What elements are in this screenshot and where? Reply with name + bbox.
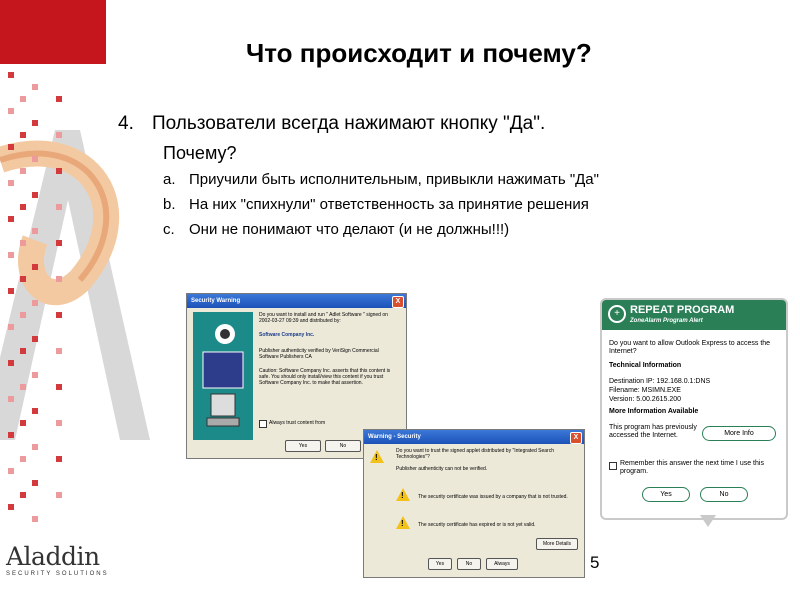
yes-button[interactable]: Yes	[285, 440, 321, 452]
more-info-header: More Information Available	[609, 408, 699, 415]
warning-security-dialog	[363, 429, 585, 578]
decorative-square	[8, 180, 14, 186]
slide-title: Что происходит и почему?	[246, 38, 592, 68]
yes-button[interactable]: Yes	[428, 558, 452, 570]
dialog-title: Security Warning	[191, 298, 241, 304]
filename: Filename: MSIMN.EXE	[609, 387, 681, 394]
decorative-square	[32, 156, 38, 162]
decorative-square	[56, 312, 62, 318]
zonealarm-logo-icon: +	[608, 305, 626, 323]
previous-access-text: This program has previously accessed the Internet.	[609, 424, 697, 439]
decorative-square	[32, 264, 38, 270]
decorative-square	[8, 324, 14, 330]
decorative-square	[8, 468, 14, 474]
security-warning-titlebar	[187, 294, 406, 308]
alert-title: REPEAT PROGRAM	[630, 304, 735, 316]
yes-button[interactable]: Yes	[642, 487, 690, 502]
red-header-bar	[0, 0, 106, 64]
reason-text: На них "спихнули" ответственность за принятие решения	[189, 196, 589, 213]
reason-letter: b.	[163, 196, 176, 213]
remember-checkbox[interactable]	[609, 462, 617, 470]
more-details-button[interactable]: More Details	[536, 538, 578, 550]
decorative-square	[8, 252, 14, 258]
decorative-square	[56, 240, 62, 246]
decorative-square	[20, 420, 26, 426]
decorative-square	[8, 360, 14, 366]
logo-tagline: SECURITY SOLUTIONS	[6, 571, 109, 577]
decorative-square	[8, 504, 14, 510]
warning-icon: !	[396, 516, 410, 529]
decorative-square	[20, 456, 26, 462]
warning-icon: !	[396, 488, 410, 501]
decorative-square	[56, 492, 62, 498]
decorative-square	[32, 480, 38, 486]
decorative-square	[32, 408, 38, 414]
decorative-square	[8, 216, 14, 222]
alert-subtitle: ZoneAlarm Program Alert	[630, 318, 703, 324]
close-icon[interactable]: X	[570, 432, 582, 444]
decorative-square	[20, 348, 26, 354]
item-text: Пользователи всегда нажимают кнопку "Да".	[152, 113, 546, 134]
decorative-square	[56, 96, 62, 102]
decorative-square	[32, 84, 38, 90]
decorative-square	[32, 336, 38, 342]
reason-letter: c.	[163, 221, 175, 238]
decorative-square	[8, 144, 14, 150]
decorative-square	[32, 192, 38, 198]
certificate-illustration-icon	[193, 312, 253, 440]
decorative-square	[56, 384, 62, 390]
decorative-square	[8, 396, 14, 402]
warning-icon: !	[370, 450, 384, 463]
decorative-square	[8, 432, 14, 438]
decorative-square	[20, 96, 26, 102]
decorative-left-strip	[0, 0, 108, 600]
reason-text: Приучили быть исполнительным, привыкли нажимать "Да"	[189, 171, 599, 188]
decorative-square	[56, 456, 62, 462]
dialog-title: Warning - Security	[368, 434, 421, 440]
decorative-square	[56, 168, 62, 174]
reason-c	[163, 221, 509, 238]
decorative-square	[20, 384, 26, 390]
decorative-square	[32, 120, 38, 126]
decorative-square	[32, 228, 38, 234]
decorative-square	[20, 132, 26, 138]
list-item-4	[118, 113, 545, 135]
decorative-square	[56, 276, 62, 282]
authenticity-text: Publisher authenticity can not be verified.	[396, 466, 488, 472]
no-button[interactable]: No	[700, 487, 748, 502]
decorative-square	[8, 108, 14, 114]
decorative-square	[56, 132, 62, 138]
decorative-square	[8, 72, 14, 78]
decorative-square	[56, 348, 62, 354]
decorative-square	[32, 444, 38, 450]
decorative-square	[32, 300, 38, 306]
alert-pointer-tail	[700, 515, 716, 527]
trust-question: Do you want to trust the signed applet distributed by "Integrated Search Technologies"?	[396, 448, 554, 460]
warning-security-titlebar	[364, 430, 584, 444]
reason-text: Они не понимают что делают (и не должны!!!)	[189, 221, 510, 238]
cert-warning-expired: The security certificate has expired or is not yet valid.	[418, 522, 536, 528]
zonealarm-header	[602, 300, 786, 330]
decorative-square	[20, 276, 26, 282]
decorative-square	[20, 240, 26, 246]
authenticity-text: Publisher authenticity verified by VeriSign Commercial Software Publishers CA	[259, 348, 379, 360]
install-question: Do you want to install and run " Adlet Software " signed on 2002-03-27 09:39 and distributed by:	[259, 312, 388, 324]
large-a-graphic	[0, 90, 160, 450]
decorative-square	[20, 312, 26, 318]
decorative-square	[20, 492, 26, 498]
tech-info-header: Technical Information	[609, 362, 682, 369]
why-label: Почему?	[163, 143, 237, 163]
item-number: 4.	[118, 113, 134, 134]
caution-text: Caution: Software Company Inc. asserts that this content is safe. You should only install/view this content if you trust Software Company Inc. to make that assertion.	[259, 368, 391, 386]
always-trust-label: Always trust content from	[269, 420, 326, 426]
remember-label: Remember this answer the next time I use this program.	[620, 460, 764, 475]
decorative-square	[56, 420, 62, 426]
cert-warning-untrusted: The security certificate was issued by a company that is not trusted.	[418, 494, 568, 500]
always-button[interactable]: Always	[486, 558, 518, 570]
decorative-square	[8, 288, 14, 294]
decorative-square	[32, 516, 38, 522]
access-question: Do you want to allow Outlook Express to access the Internet?	[609, 340, 771, 355]
aladdin-logo	[6, 542, 109, 577]
version: Version: 5.00.2615.200	[609, 396, 682, 403]
more-info-button[interactable]: More Info	[702, 426, 776, 441]
always-trust-checkbox[interactable]	[259, 420, 267, 428]
logo-name: Aladdin	[6, 542, 100, 571]
page-number: 5	[590, 553, 600, 572]
reason-letter: a.	[163, 171, 176, 188]
decorative-square	[32, 372, 38, 378]
zonealarm-alert	[600, 298, 788, 520]
decorative-square	[20, 204, 26, 210]
reason-a	[163, 171, 599, 188]
publisher-name: Software Company Inc.	[259, 332, 315, 338]
close-icon[interactable]: X	[392, 296, 404, 308]
destination-ip: Destination IP: 192.168.0.1:DNS	[609, 378, 711, 385]
reason-b	[163, 196, 589, 213]
no-button[interactable]: No	[457, 558, 481, 570]
no-button[interactable]: No	[325, 440, 361, 452]
decorative-square	[56, 204, 62, 210]
decorative-square	[20, 168, 26, 174]
